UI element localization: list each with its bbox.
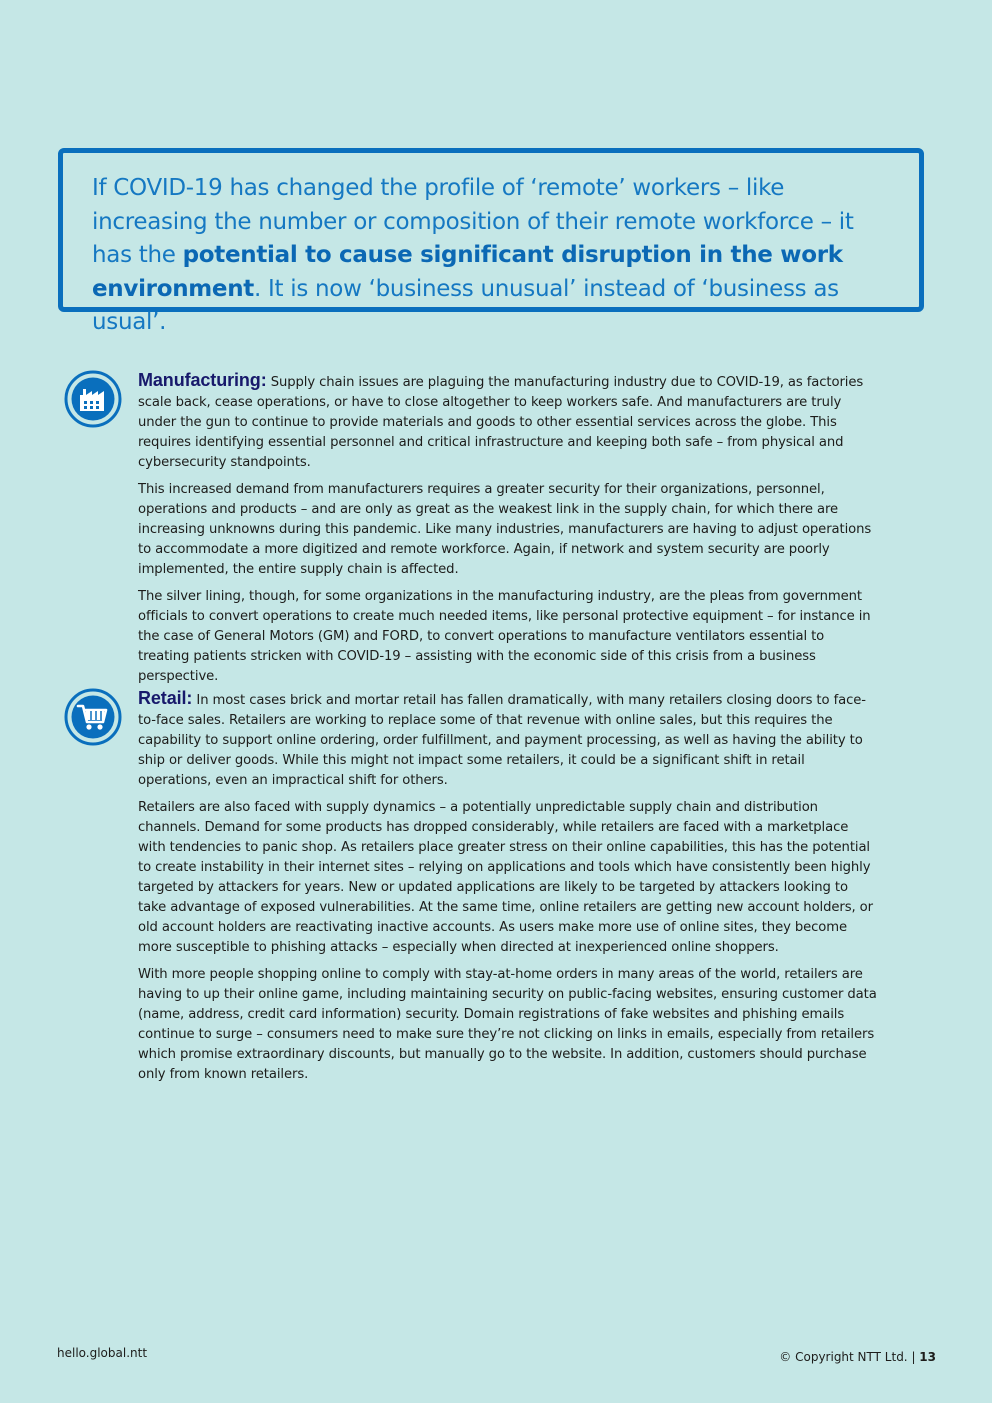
pull-quote-text-start: If COVID-19 has changed the profile of ‘remote’ workers – like increasing the number or composition of their remote workforce – it has the <box>92 175 854 268</box>
pull-quote-emphasis: potential to cause significant disruption in the work environment <box>92 242 843 302</box>
retail-body <box>138 688 878 1092</box>
manufacturing-paragraph-3: The silver lining, though, for some organizations in the manufacturing industry, are the pleas from government officials to convert operations to create much needed items, like personal protective equipment – for instance in the case of General Motors (GM) and FORD, to convert operations to manufacture ventilators essential to treating patients stricken with COVID-19 – assisting with the economic side of this crisis from a business perspective. <box>138 589 871 684</box>
pull-quote-text <box>92 172 895 340</box>
factory-icon <box>64 370 122 428</box>
manufacturing-paragraph-2: This increased demand from manufacturers requires a greater security for their organizations, personnel, operations and products – and are only as great as the weakest link in the supply chain, for which there are increasing unknowns during this pandemic. Like many industries, manufacturers are having to adjust operations to accommodate a more digitized and remote workforce. Again, if network and system security are poorly implemented, the entire supply chain is affected. <box>138 482 872 577</box>
footer-copyright <box>779 1350 936 1364</box>
pull-quote-text-end: . It is now ‘business unusual’ instead of ‘business as usual’. <box>92 275 839 335</box>
retail-paragraph-2: Retailers are also faced with supply dynamics – a potentially unpredictable supply chain and distribution channels. Demand for some products has dropped considerably, while retailers are faced with a marketplace with tendencies to panic shop. As retailers place greater stress on their online capabilities, this has the potential to create instability in their internet sites – relying on applications and tools which have consistently been highly targeted by attackers for years. New or updated applications are likely to be targeted by attackers looking to take advantage of exposed vulnerabilities. At the same time, online retailers are getting new account holders, or old account holders are reactivating inactive accounts. As users make more use of online sites, they become more susceptible to phishing attacks – especially when directed at inexperienced online shoppers. <box>138 800 873 955</box>
manufacturing-body <box>138 370 878 694</box>
copyright-text: © Copyright NTT Ltd. | <box>779 1350 920 1364</box>
manufacturing-paragraph-1 <box>138 370 878 473</box>
retail-paragraph-1-text: In most cases brick and mortar retail has fallen dramatically, with many retailers closing doors to face-to-face sales. Retailers are working to replace some of that revenue with online sales, but this requires the capability to support online ordering, order fulfillment, and payment processing, as well as having the ability to ship or deliver goods. While this might not impact some retailers, it could be a significant shift in retail operations, even an impractical shift for others. <box>138 693 866 788</box>
footer-website-link[interactable]: hello.global.ntt <box>57 1346 148 1360</box>
shopping-cart-icon <box>64 688 122 746</box>
retail-paragraph-1 <box>138 688 878 791</box>
retail-paragraph-3: With more people shopping online to comply with stay-at-home orders in many areas of the world, retailers are having to up their online game, including maintaining security on public-facing websites, ensuring customer data (name, address, credit card information) security. Domain registrations of fake websites and phishing emails continue to surge – consumers need to make sure they’re not clicking on links in emails, especially from retailers which promise extraordinary discounts, but manually go to the website. In addition, customers should purchase only from known retailers. <box>138 967 877 1082</box>
manufacturing-heading: Manufacturing: <box>138 370 267 390</box>
pull-quote-callout <box>58 148 924 335</box>
retail-heading: Retail: <box>138 688 193 708</box>
page-number: 13 <box>919 1350 936 1364</box>
manufacturing-paragraph-1-text: Supply chain issues are plaguing the manufacturing industry due to COVID-19, as factories scale back, cease operations, or have to close altogether to keep workers safe. And manufacturers are truly under the gun to continue to provide materials and goods to other essential services across the globe. This requires identifying essential personnel and critical infrastructure and keeping both safe – from physical and cybersecurity standpoints. <box>138 375 864 470</box>
